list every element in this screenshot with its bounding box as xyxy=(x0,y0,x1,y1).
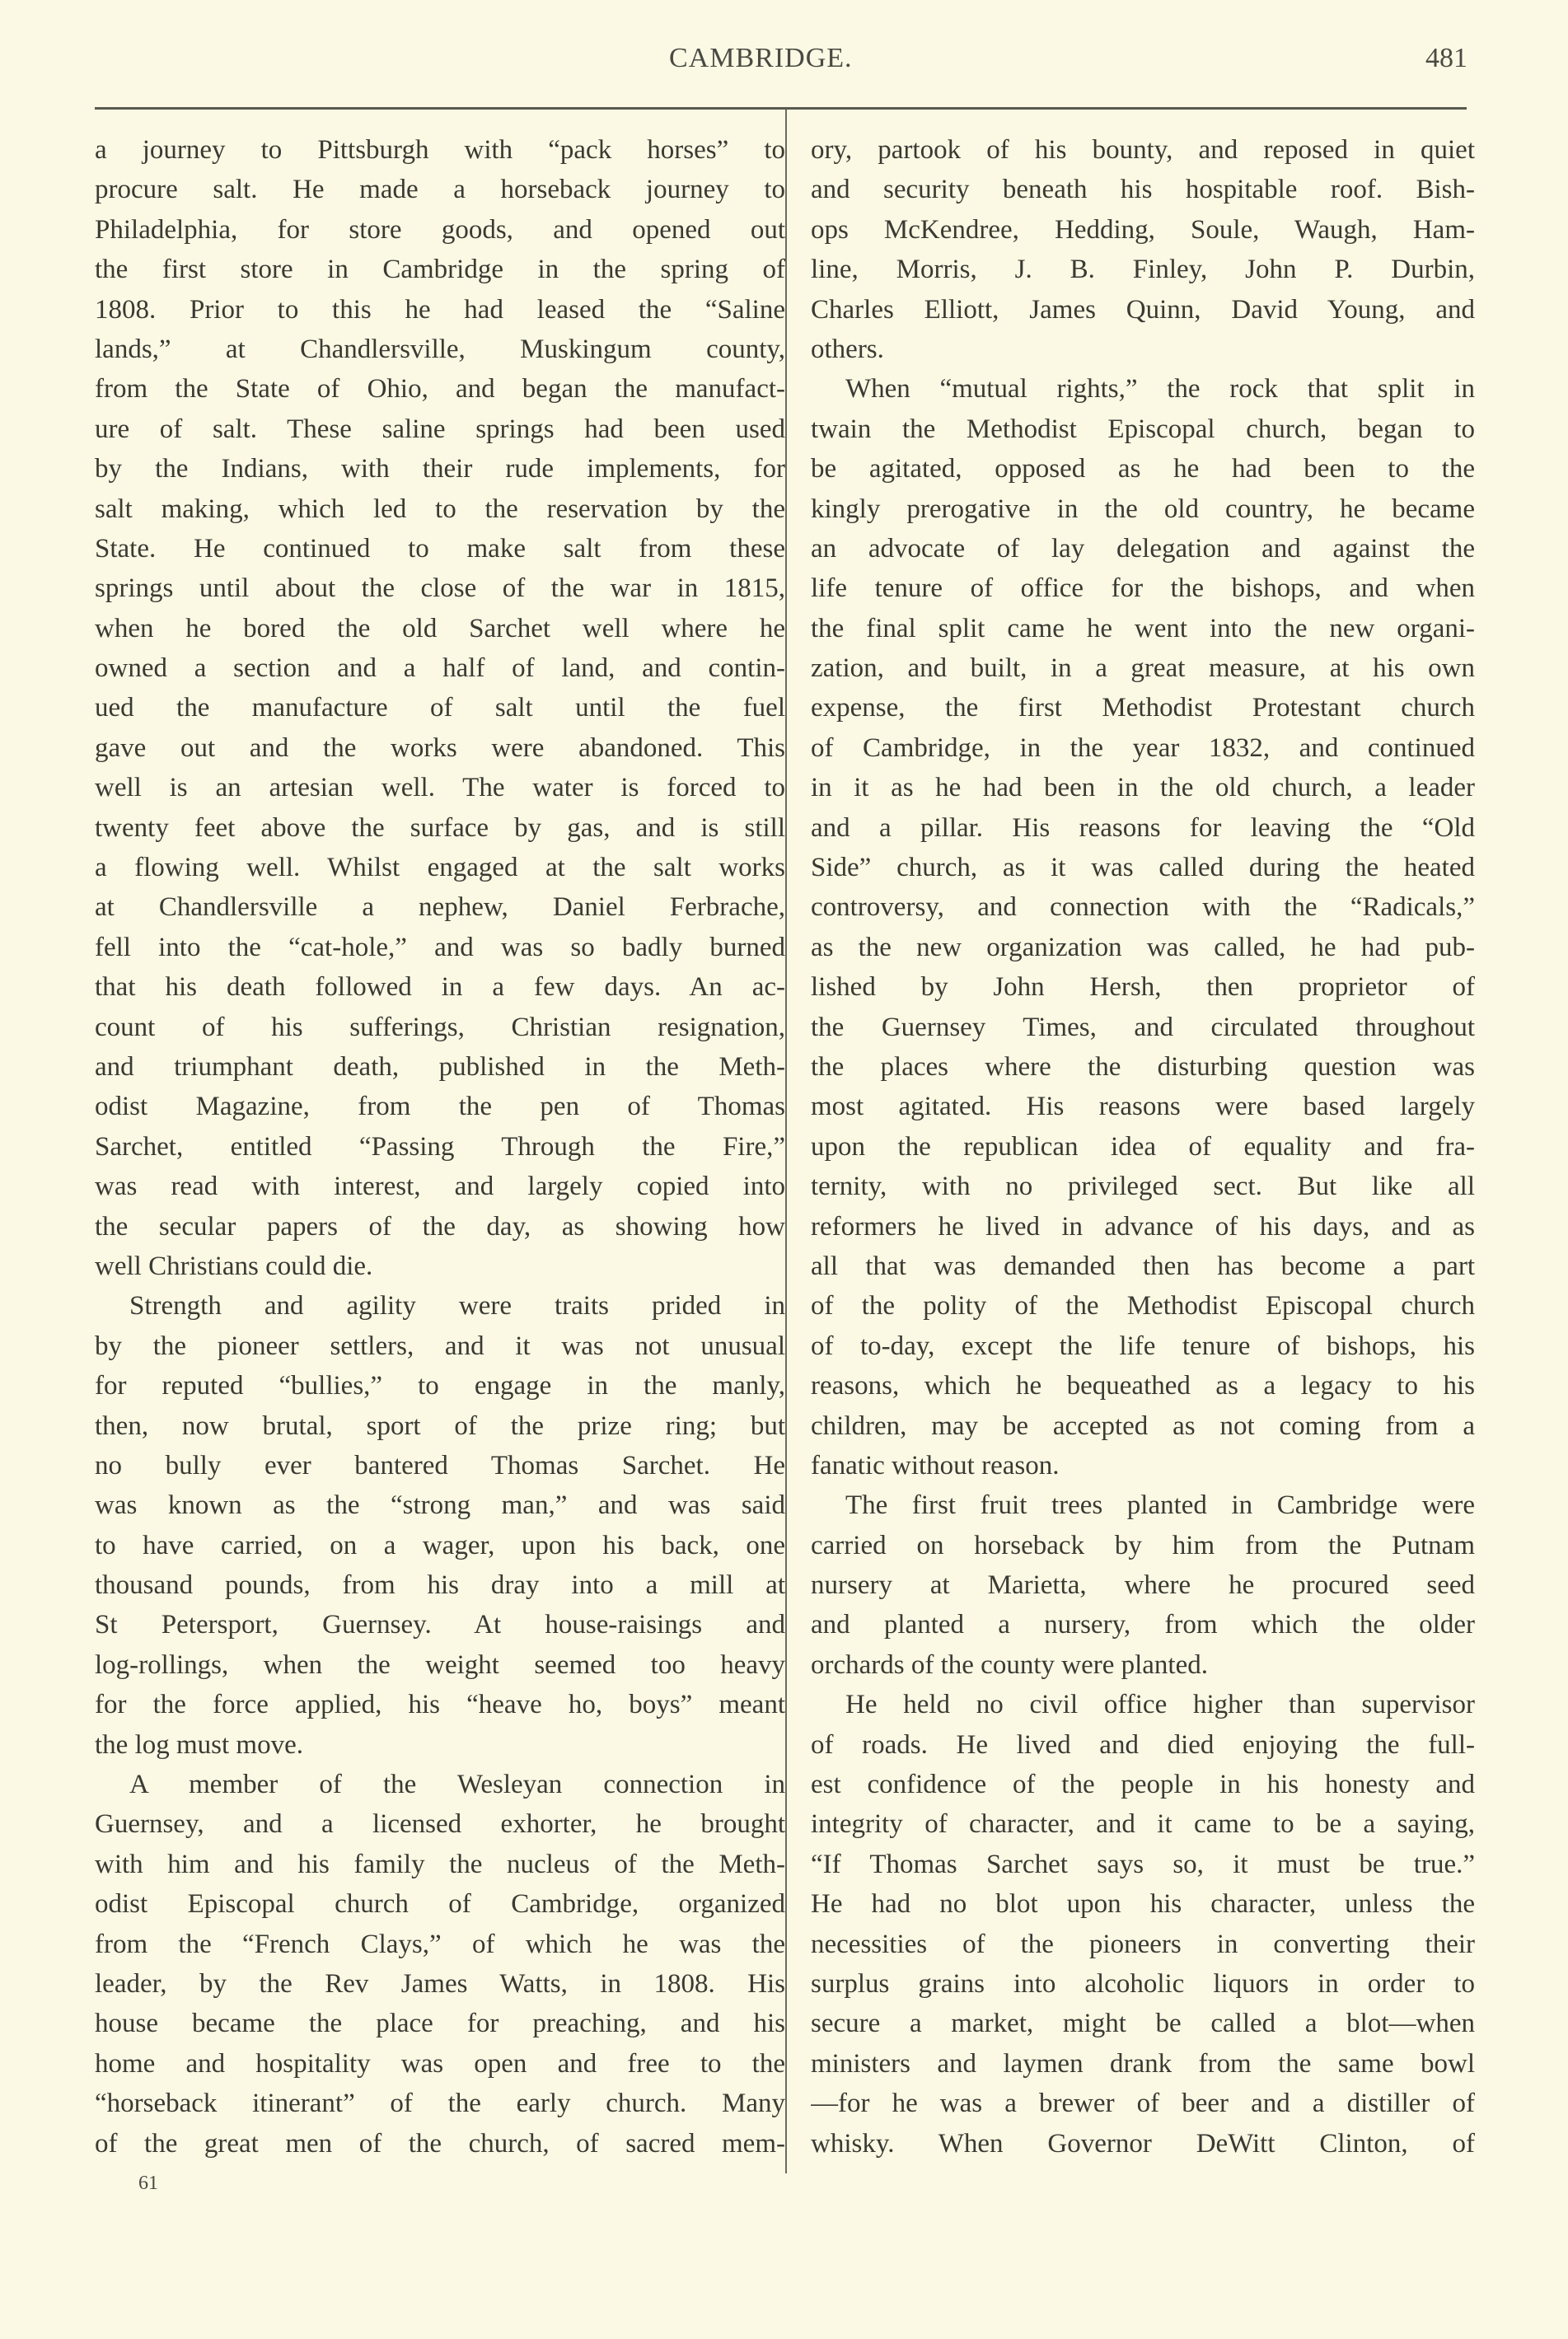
paragraph-first-line: When “mutual rights,” the rock that split in xyxy=(845,374,1475,405)
text-line: of roads. He lived and died enjoying the full- xyxy=(811,1729,1475,1760)
text-line: necessities of the pioneers in converting their xyxy=(811,1929,1475,1959)
page-number: 481 xyxy=(1425,43,1467,73)
text-line: life tenure of office for the bishops, and when xyxy=(811,573,1475,604)
text-line: State. He continued to make salt from these xyxy=(95,533,785,564)
text-line: twenty feet above the surface by gas, and is still xyxy=(95,812,785,843)
text-line: for the force applied, his “heave ho, boys” meant xyxy=(95,1690,785,1720)
text-line: carried on horseback by him from the Putnam xyxy=(811,1530,1475,1560)
text-line: fell into the “cat-hole,” and was so badly burned xyxy=(95,932,785,962)
text-line: children, may be accepted as not coming from a xyxy=(811,1410,1475,1441)
column-separator xyxy=(785,110,787,2173)
text-line: controversy, and connection with the “Radicals,” xyxy=(811,892,1475,923)
header-rule xyxy=(95,107,1467,110)
text-line: and security beneath his hospitable roof. Bish- xyxy=(811,175,1475,205)
text-line: odist Episcopal church of Cambridge, organized xyxy=(95,1889,785,1920)
text-line: most agitated. His reasons were based largely xyxy=(811,1092,1475,1122)
text-line: no bully ever bantered Thomas Sarchet. He xyxy=(95,1450,785,1481)
text-line: 1808. Prior to this he had leased the “Saline xyxy=(95,294,785,325)
text-line: surplus grains into alcoholic liquors in order to xyxy=(811,1968,1475,1999)
text-line: others. xyxy=(811,334,884,364)
text-line: lands,” at Chandlersville, Muskingum county, xyxy=(95,334,785,364)
text-line: the secular papers of the day, as showing how xyxy=(95,1211,785,1242)
text-line: Charles Elliott, James Quinn, David Young, and xyxy=(811,294,1475,325)
text-line: that his death followed in a few days. An ac- xyxy=(95,972,785,1003)
text-line: was known as the “strong man,” and was said xyxy=(95,1490,785,1521)
text-line: —for he was a brewer of beer and a distiller of xyxy=(811,2089,1475,2119)
text-line: integrity of character, and it came to be a saying, xyxy=(811,1809,1475,1840)
text-line: ure of salt. These saline springs had been used xyxy=(95,414,785,444)
text-line: by the pioneer settlers, and it was not unusual xyxy=(95,1331,785,1361)
text-line: Philadelphia, for store goods, and opened out xyxy=(95,214,785,245)
text-line: owned a section and a half of land, and contin- xyxy=(95,653,785,684)
text-line: Sarchet, entitled “Passing Through the Fire,” xyxy=(95,1131,785,1162)
text-line: at Chandlersville a nephew, Daniel Ferbrache, xyxy=(95,892,785,923)
running-head xyxy=(0,43,1568,84)
text-line: St Petersport, Guernsey. At house-raisings and xyxy=(95,1610,785,1640)
text-line: whisky. When Governor DeWitt Clinton, of xyxy=(811,2128,1475,2159)
text-line: and planted a nursery, from which the older xyxy=(811,1610,1475,1640)
text-line: by the Indians, with their rude implements, for xyxy=(95,454,785,484)
text-line: nursery at Marietta, where he procured seed xyxy=(811,1570,1475,1601)
text-line: zation, and built, in a great measure, at his own xyxy=(811,653,1475,684)
text-line: in it as he had been in the old church, a leader xyxy=(811,773,1475,803)
paragraph-first-line: A member of the Wesleyan connection in xyxy=(129,1770,785,1800)
text-line: kingly prerogative in the old country, he became xyxy=(811,494,1475,524)
text-line: reformers he lived in advance of his days, and as xyxy=(811,1211,1475,1242)
text-line: secure a market, might be called a blot—when xyxy=(811,2009,1475,2039)
text-line: leader, by the Rev James Watts, in 1808. His xyxy=(95,1968,785,1999)
text-line: as the new organization was called, he had pub- xyxy=(811,932,1475,962)
text-line: Side” church, as it was called during the heated xyxy=(811,853,1475,883)
text-line: fanatic without reason. xyxy=(811,1450,1060,1481)
text-line: with him and his family the nucleus of the Meth- xyxy=(95,1849,785,1879)
text-line: twain the Methodist Episcopal church, began to xyxy=(811,414,1475,444)
text-line: the final split came he went into the new organi- xyxy=(811,613,1475,643)
text-line: of the polity of the Methodist Episcopal church xyxy=(811,1291,1475,1322)
text-line: well Christians could die. xyxy=(95,1251,373,1281)
left-column xyxy=(95,130,785,2164)
text-line: the log must move. xyxy=(95,1729,303,1760)
text-line: a flowing well. Whilst engaged at the salt works xyxy=(95,853,785,883)
text-line: He had no blot upon his character, unless the xyxy=(811,1889,1475,1920)
text-line: for reputed “bullies,” to engage in the manly, xyxy=(95,1371,785,1401)
text-line: of to-day, except the life tenure of bishops, his xyxy=(811,1331,1475,1361)
text-line: from the State of Ohio, and began the manufact- xyxy=(95,374,785,405)
text-line: procure salt. He made a horseback journey to xyxy=(95,175,785,205)
text-line: count of his sufferings, Christian resignation, xyxy=(95,1012,785,1042)
text-line: Guernsey, and a licensed exhorter, he brought xyxy=(95,1809,785,1840)
text-line: “If Thomas Sarchet says so, it must be true.” xyxy=(811,1849,1475,1879)
text-line: and a pillar. His reasons for leaving the “Old xyxy=(811,812,1475,843)
text-line: when he bored the old Sarchet well where he xyxy=(95,613,785,643)
text-line: was read with interest, and largely copied into xyxy=(95,1172,785,1202)
text-line: to have carried, on a wager, upon his back, one xyxy=(95,1530,785,1560)
text-line: upon the republican idea of equality and fra- xyxy=(811,1131,1475,1162)
signature-mark: 61 xyxy=(138,2173,158,2194)
text-line: all that was demanded then has become a part xyxy=(811,1251,1475,1281)
text-line: of Cambridge, in the year 1832, and continued xyxy=(811,732,1475,763)
text-line: odist Magazine, from the pen of Thomas xyxy=(95,1092,785,1122)
text-line: salt making, which led to the reservation by the xyxy=(95,494,785,524)
paragraph-first-line: The first fruit trees planted in Cambridge were xyxy=(845,1490,1475,1521)
text-line: ory, partook of his bounty, and reposed in quiet xyxy=(811,135,1475,165)
text-line: ued the manufacture of salt until the fuel xyxy=(95,693,785,723)
text-line: and triumphant death, published in the Meth- xyxy=(95,1051,785,1082)
text-line: home and hospitality was open and free to the xyxy=(95,2048,785,2079)
text-line: from the “French Clays,” of which he was the xyxy=(95,1929,785,1959)
text-line: gave out and the works were abandoned. This xyxy=(95,732,785,763)
text-line: lished by John Hersh, then proprietor of xyxy=(811,972,1475,1003)
text-line: reasons, which he bequeathed as a legacy to his xyxy=(811,1371,1475,1401)
running-title: CAMBRIDGE. xyxy=(669,43,853,73)
text-line: log-rollings, when the weight seemed too heavy xyxy=(95,1649,785,1680)
text-line: springs until about the close of the war in 1815, xyxy=(95,573,785,604)
text-line: orchards of the county were planted. xyxy=(811,1649,1208,1680)
text-line: thousand pounds, from his dray into a mill at xyxy=(95,1570,785,1601)
text-line: an advocate of lay delegation and against the xyxy=(811,533,1475,564)
text-line: of the great men of the church, of sacred mem- xyxy=(95,2128,785,2159)
right-column xyxy=(811,130,1475,2164)
text-line: ministers and laymen drank from the same bowl xyxy=(811,2048,1475,2079)
paragraph-first-line: He held no civil office higher than supervisor xyxy=(845,1690,1475,1720)
text-line: “horseback itinerant” of the early church. Many xyxy=(95,2089,785,2119)
text-line: well is an artesian well. The water is forced to xyxy=(95,773,785,803)
text-line: the Guernsey Times, and circulated throughout xyxy=(811,1012,1475,1042)
text-line: est confidence of the people in his honesty and xyxy=(811,1770,1475,1800)
text-line: be agitated, opposed as he had been to the xyxy=(811,454,1475,484)
text-line: the places where the disturbing question was xyxy=(811,1051,1475,1082)
text-line: ops McKendree, Hedding, Soule, Waugh, Ham- xyxy=(811,214,1475,245)
text-line: house became the place for preaching, and his xyxy=(95,2009,785,2039)
text-line: ternity, with no privileged sect. But like all xyxy=(811,1172,1475,1202)
text-line: a journey to Pittsburgh with “pack horses” to xyxy=(95,135,785,165)
text-line: line, Morris, J. B. Finley, John P. Durbin, xyxy=(811,255,1475,285)
text-line: then, now brutal, sport of the prize ring; but xyxy=(95,1410,785,1441)
text-line: the first store in Cambridge in the spring of xyxy=(95,255,785,285)
text-line: expense, the first Methodist Protestant church xyxy=(811,693,1475,723)
paragraph-first-line: Strength and agility were traits prided in xyxy=(129,1291,785,1322)
